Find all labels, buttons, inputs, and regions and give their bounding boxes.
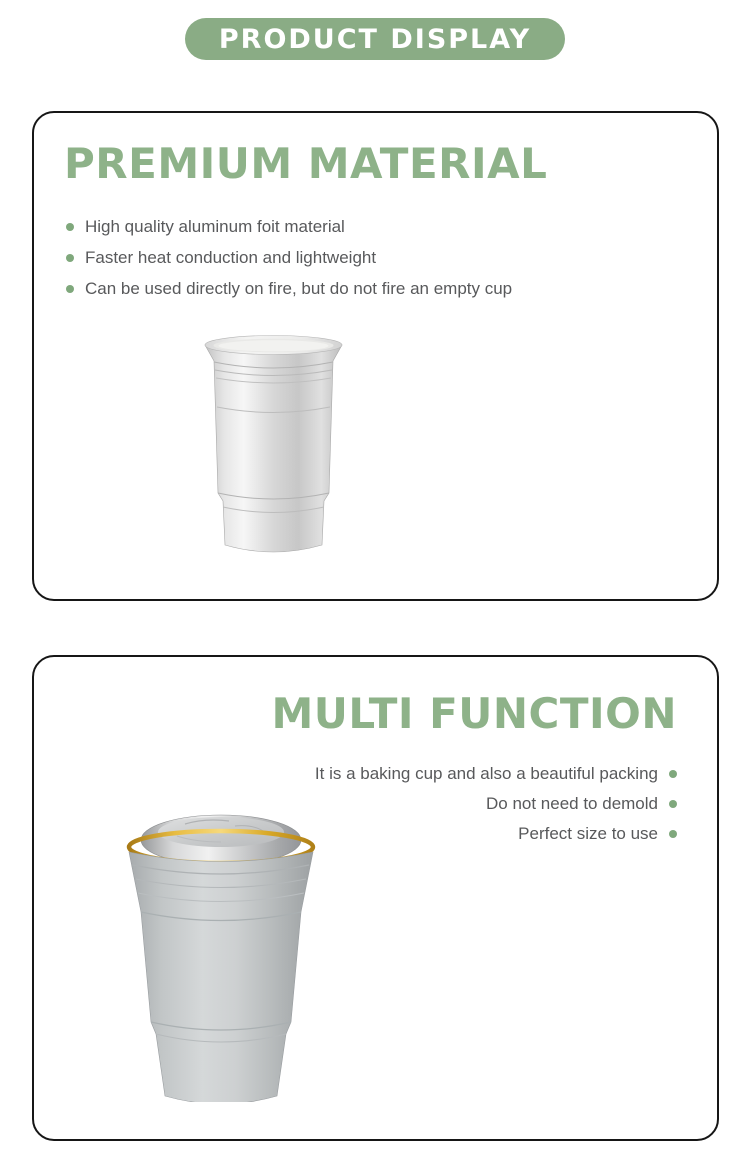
multi-function-title: MULTI FUNCTION	[271, 689, 677, 738]
bullet-item	[66, 211, 512, 242]
bullet-item	[486, 789, 677, 819]
cup-rim	[205, 336, 342, 355]
bullet-dot-icon	[669, 800, 677, 808]
premium-material-bullets	[66, 211, 512, 304]
bullet-dot-icon	[669, 770, 677, 778]
aluminum-cup-image	[202, 335, 347, 563]
bullet-dot-icon	[669, 830, 677, 838]
bullet-text: High quality aluminum foit material	[85, 216, 345, 236]
bullet-text: Can be used directly on fire, but do not fire an empty cup	[85, 278, 513, 298]
multi-function-bullets	[315, 759, 677, 849]
bullet-text: Faster heat conduction and lightweight	[85, 247, 377, 267]
premium-material-card	[32, 111, 719, 601]
bullet-item	[518, 819, 677, 849]
bullet-item	[66, 273, 512, 304]
banner-label: PRODUCT DISPLAY	[218, 23, 532, 55]
bullet-text: It is a baking cup and also a beautiful packing	[314, 764, 658, 783]
cup-body	[129, 852, 313, 1102]
bullet-dot-icon	[66, 254, 74, 262]
product-display-banner	[185, 18, 565, 60]
bullet-text: Perfect size to use	[518, 824, 658, 843]
bullet-item	[66, 242, 512, 273]
gray-cup-with-lid-image	[125, 800, 317, 1102]
bullet-item	[315, 759, 677, 789]
bullet-dot-icon	[66, 285, 74, 293]
cup-body	[205, 345, 342, 552]
multi-function-card	[32, 655, 719, 1141]
bullet-dot-icon	[66, 223, 74, 231]
bullet-text: Do not need to demold	[485, 794, 658, 813]
premium-material-title: PREMIUM MATERIAL	[64, 139, 548, 188]
